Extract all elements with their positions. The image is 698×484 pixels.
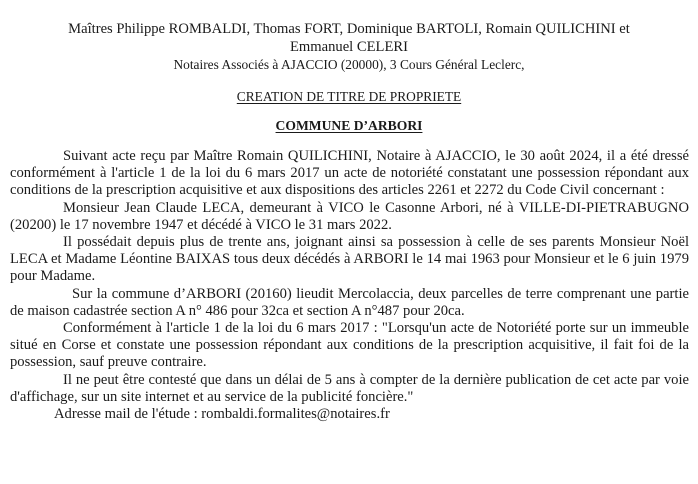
- paragraph-contest-period: Il ne peut être contesté que dans un délai de 5 ans à compter de la dernière publication de cet acte par voie d'affichage, sur un site internet et au service de la publicité foncière.": [10, 371, 689, 405]
- paragraph-law: Conformément à l'article 1 de la loi du 6 mars 2017 : "Lorsqu'un acte de Notoriété porte sur un immeuble situé en Corse et constate une possession répondant aux conditions de la prescription acquisitive, il fait foi de la possession, sauf preuve contraire.: [10, 320, 689, 371]
- notaries-names-line1: Maîtres Philippe ROMBALDI, Thomas FORT, Dominique BARTOLI, Romain QUILICHINI et: [68, 21, 630, 37]
- notice-body: [10, 148, 689, 423]
- commune-title-text: COMMUNE D’ARBORI: [275, 118, 423, 133]
- document-title-text: CREATION DE TITRE DE PROPRIETE: [236, 89, 462, 104]
- notaries-header: [0, 20, 698, 73]
- notaries-names-line2: Emmanuel CELERI: [290, 39, 408, 55]
- paragraph-email: Adresse mail de l'étude : rombaldi.formalites@notaires.fr: [54, 406, 390, 423]
- paragraph-possession: Il possédait depuis plus de trente ans, joignant ainsi sa possession à celle de ses parents Monsieur Noël LECA et Madame Léontine BAIXAS tous deux décédés à ARBORI le 14 mai 1963 pour Monsieur et le 6 juin 1979 pour Madame.: [10, 234, 689, 285]
- notaries-address: Notaires Associés à AJACCIO (20000), 3 Cours Général Leclerc,: [173, 57, 525, 72]
- paragraph-person: Monsieur Jean Claude LECA, demeurant à VICO le Casonne Arbori, né à VILLE-DI-PIETRABUGNO (20200) le 17 novembre 1947 et décédé à VICO le 31 mars 2022.: [10, 199, 689, 233]
- commune-title: [0, 118, 698, 134]
- document-title: [0, 89, 698, 105]
- paragraph-parcels: Sur la commune d’ARBORI (20160) lieudit Mercolaccia, deux parcelles de terre comprenant une partie de maison cadastrée section A n° 486 pour 32ca et section A n°487 pour 20ca.: [10, 285, 689, 319]
- paragraph-deed: Suivant acte reçu par Maître Romain QUILICHINI, Notaire à AJACCIO, le 30 août 2024, il a été dressé conformément à l'article 1 de la loi du 6 mars 2017 un acte de notoriété constatant une possession répondant aux conditions de la prescription acquisitive et aux dispositions des articles 2261 et 2272 du Code Civil concernant :: [10, 148, 689, 199]
